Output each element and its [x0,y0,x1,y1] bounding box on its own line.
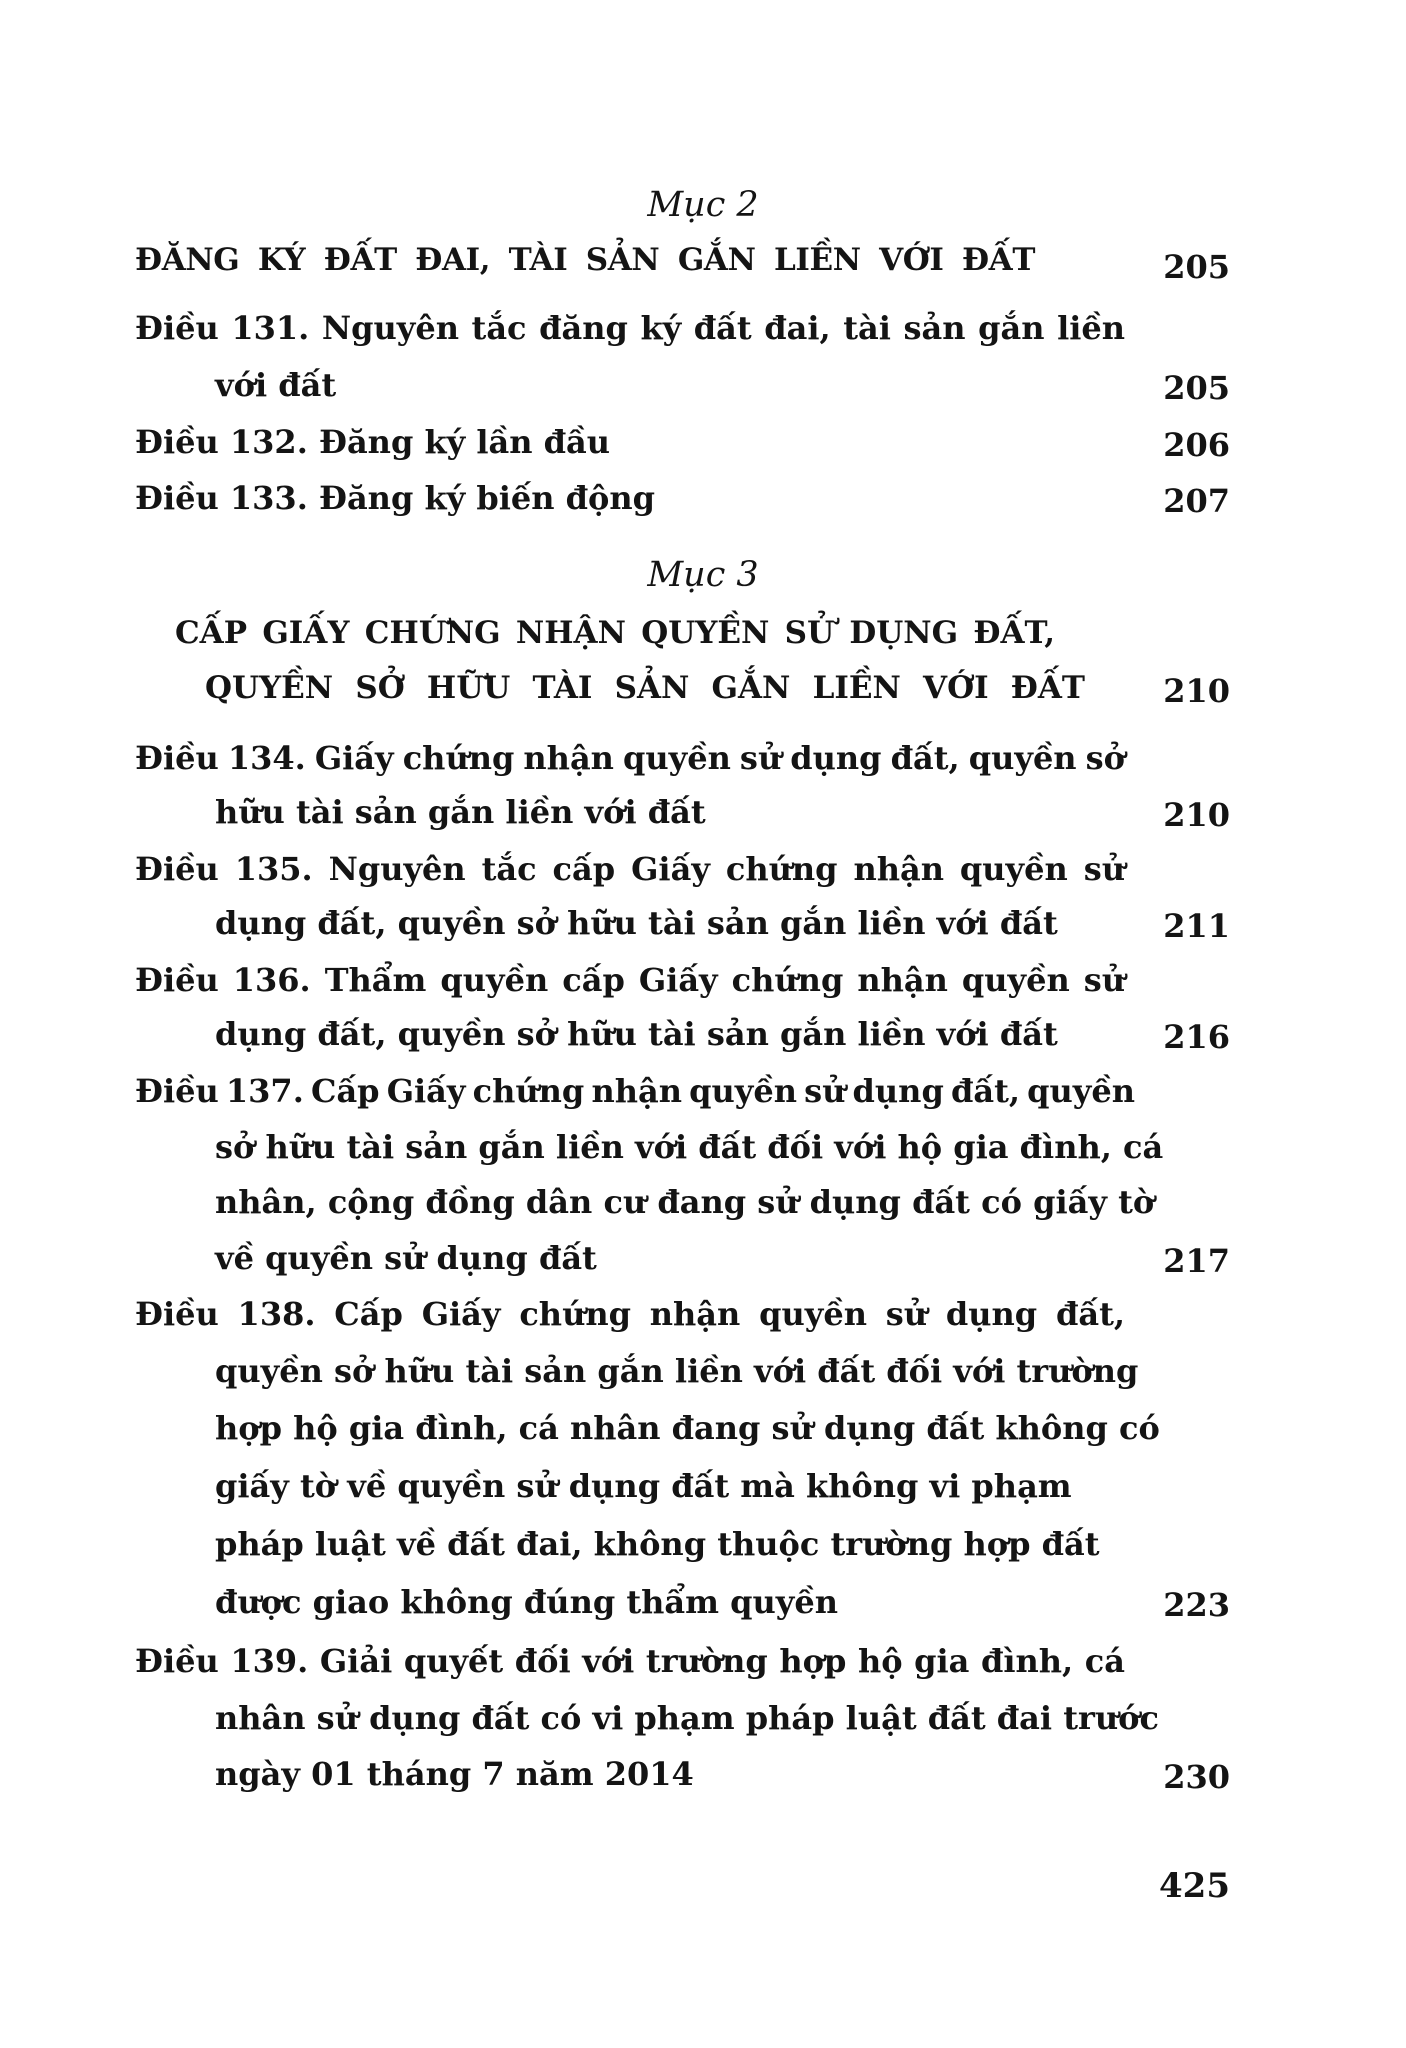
toc-entry-138-line-1: Điều 138. Cấp Giấy chứng nhận quyền sử dụng đất, [135,1295,1125,1333]
page-ref-131: 205 [1163,369,1230,407]
toc-entry-137-line-3: nhân, cộng đồng dân cư đang sử dụng đất có giấy tờ [215,1183,1155,1221]
toc-entry-135-line-2: dụng đất, quyền sở hữu tài sản gắn liền với đất [215,904,1058,942]
page-ref-139: 230 [1163,1758,1230,1796]
toc-entry-136-line-1: Điều 136. Thẩm quyền cấp Giấy chứng nhận quyền sử [135,961,1125,999]
page-ref-134: 210 [1163,796,1230,834]
page-ref-138: 223 [1163,1586,1230,1624]
toc-entry-138-line-4: giấy tờ về quyền sử dụng đất mà không vi phạm [215,1467,1072,1505]
toc-entry-138-line-5: pháp luật về đất đai, không thuộc trường hợp đất [215,1525,1100,1563]
section-title-muc-3-line-2: QUYỀN SỞ HỮU TÀI SẢN GẮN LIỀN VỚI ĐẤT [205,670,1085,706]
toc-entry-134-line-2: hữu tài sản gắn liền với đất [215,793,706,831]
toc-entry-138-line-2: quyền sở hữu tài sản gắn liền với đất đối với trường [215,1352,1139,1390]
toc-entry-139-line-2: nhân sử dụng đất có vi phạm pháp luật đất đai trước [215,1699,1159,1737]
toc-entry-139-line-3: ngày 01 tháng 7 năm 2014 [215,1755,694,1793]
toc-entry-139-line-1: Điều 139. Giải quyết đối với trường hợp hộ gia đình, cá [135,1642,1125,1680]
toc-entry-131-line-2: với đất [215,366,337,404]
page-ref-136: 216 [1163,1018,1230,1056]
toc-entry-135-line-1: Điều 135. Nguyên tắc cấp Giấy chứng nhận quyền sử [135,850,1125,888]
section-title-muc-3-line-1: CẤP GIẤY CHỨNG NHẬN QUYỀN SỬ DỤNG ĐẤT, [175,615,1055,651]
toc-entry-134-line-1: Điều 134. Giấy chứng nhận quyền sử dụng đất, quyền sở [135,739,1126,777]
page-number: 425 [1159,1866,1230,1906]
toc-entry-132: Điều 132. Đăng ký lần đầu [135,423,611,461]
toc-entry-137-line-1: Điều 137. Cấp Giấy chứng nhận quyền sử dụng đất, quyền [135,1072,1135,1110]
section-heading-muc-3: Mục 3 [647,555,759,595]
toc-entry-137-line-2: sở hữu tài sản gắn liền với đất đối với hộ gia đình, cá [215,1128,1164,1166]
toc-entry-137-line-4: về quyền sử dụng đất [215,1239,597,1277]
toc-entry-133: Điều 133. Đăng ký biến động [135,479,656,517]
page-ref-muc-2: 205 [1163,248,1230,286]
toc-entry-138-line-6: được giao không đúng thẩm quyền [215,1583,838,1621]
toc-entry-136-line-2: dụng đất, quyền sở hữu tài sản gắn liền với đất [215,1015,1058,1053]
page-ref-135: 211 [1163,907,1230,945]
toc-entry-131-line-1: Điều 131. Nguyên tắc đăng ký đất đai, tài sản gắn liền [135,309,1125,347]
section-heading-muc-2: Mục 2 [647,185,759,225]
page-ref-133: 207 [1163,482,1230,520]
toc-entry-138-line-3: hợp hộ gia đình, cá nhân đang sử dụng đất không có [215,1409,1160,1447]
section-title-muc-2: ĐĂNG KÝ ĐẤT ĐAI, TÀI SẢN GẮN LIỀN VỚI ĐẤT [135,242,1035,278]
page-ref-muc-3: 210 [1163,672,1230,710]
page-ref-132: 206 [1163,426,1230,464]
page-ref-137: 217 [1163,1242,1230,1280]
